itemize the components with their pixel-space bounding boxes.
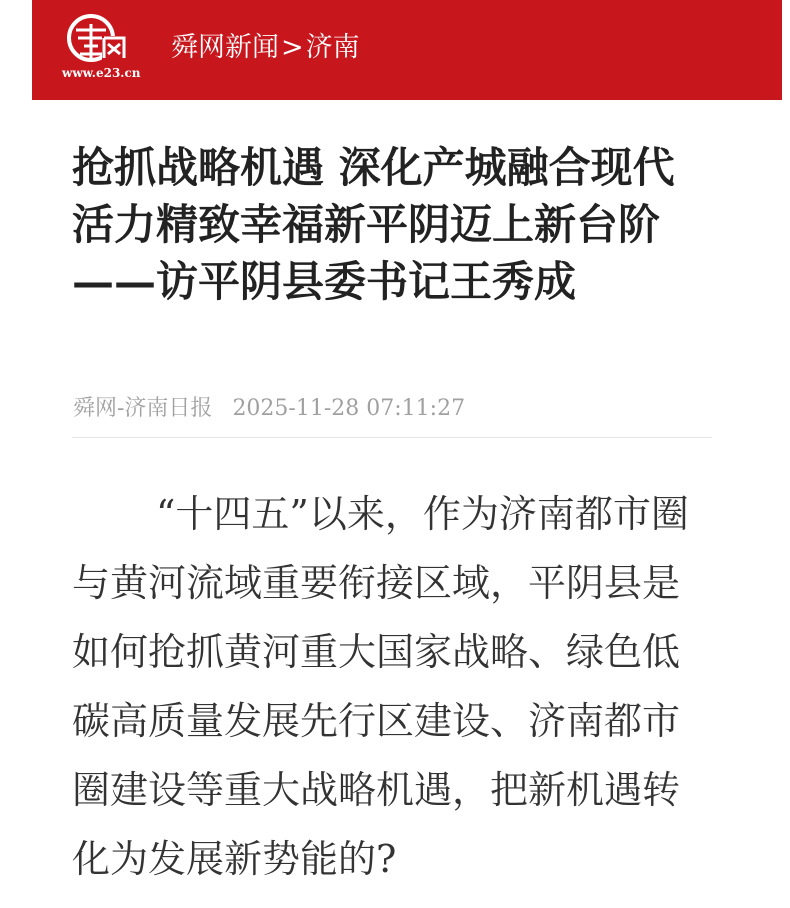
breadcrumb (171, 30, 360, 66)
breadcrumb-separator: > (281, 32, 304, 63)
meta-divider (72, 437, 712, 438)
article-paragraph: “十四五”以来，作为济南都市圈与黄河流域重要衔接区域，平阴县是如何抢抓黄河重大国家战略、绿色低碳高质量发展先行区建设、济南都市圈建设等重大战略机遇，把新机遇转化为发展新势能的? (72, 492, 689, 881)
article-source: 舜网-济南日报 (73, 396, 213, 421)
site-logo[interactable] (62, 14, 174, 84)
article-meta (73, 392, 465, 426)
breadcrumb-site-link[interactable]: 舜网新闻 (171, 32, 279, 63)
breadcrumb-section-link[interactable]: 济南 (305, 32, 360, 63)
article-datetime: 2025-11-28 07:11:27 (232, 396, 466, 421)
article-title: 抢抓战略机遇 深化产城融合现代活力精致幸福新平阴迈上新台阶——访平阴县委书记王秀成 (72, 143, 675, 306)
logo-url-text: www.e23.cn (62, 66, 141, 80)
site-header (32, 0, 782, 100)
logo-icon (66, 14, 128, 64)
